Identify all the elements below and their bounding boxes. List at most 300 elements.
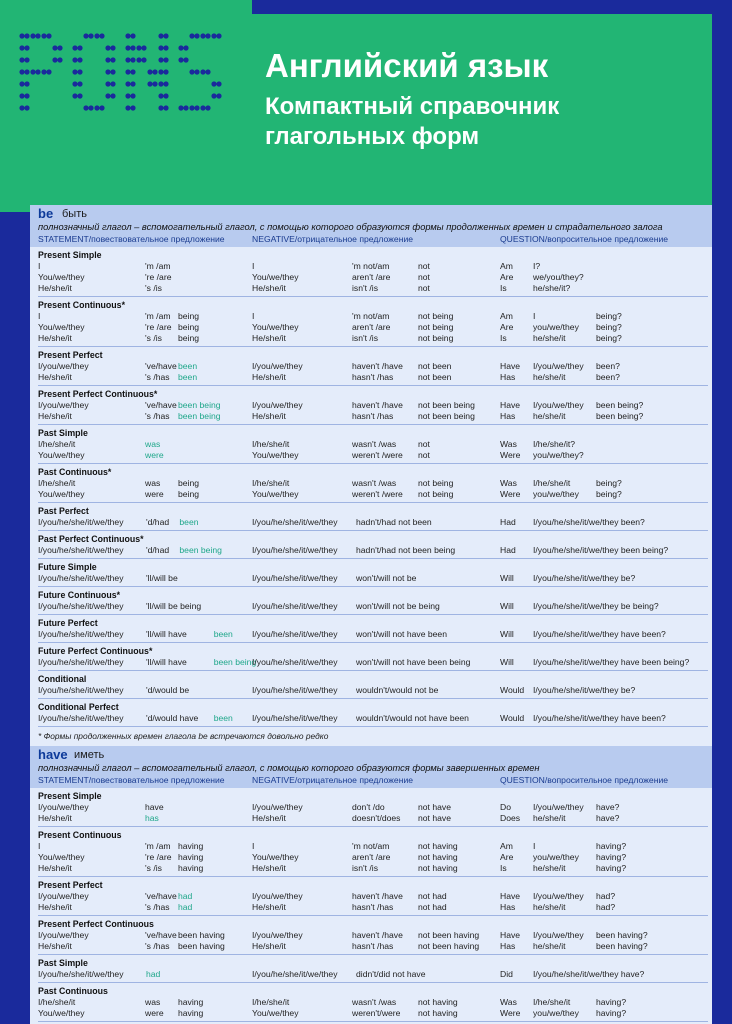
cell-q-subject: I [533, 841, 536, 851]
cell-neg-subject: You/we/they [252, 322, 299, 332]
cell-q-subject: I/you/we/they [533, 802, 584, 812]
logo-dot [158, 81, 163, 86]
cell-q-aux: Have [500, 400, 521, 410]
cell-neg-tail: not being [418, 478, 454, 488]
cell-aux: 'll/will be being [146, 601, 202, 611]
logo-dot [136, 45, 141, 50]
cell-q-tail: been? [596, 361, 620, 371]
cell-neg-subject: You/we/they [252, 1008, 299, 1018]
verb-reference-sheet [30, 205, 712, 1024]
logo-dot [147, 81, 152, 86]
tense-title: Past Continuous* [38, 467, 112, 477]
cell-q-aux: Am [500, 261, 513, 271]
cell-q-aux: Is [500, 333, 507, 343]
logo-dot [200, 69, 205, 74]
cell-q-aux: Am [500, 841, 513, 851]
logo-dot [141, 45, 146, 50]
cell-neg-aux: haven't /have [352, 891, 403, 901]
cell-q-aux: Is [500, 283, 507, 293]
cell-q-tail: having? [596, 1008, 627, 1018]
cell-q-tail: had? [596, 902, 616, 912]
cell-aux: 's /has [145, 941, 170, 951]
logo-dot [105, 45, 110, 50]
cell-neg-tail: not being [418, 489, 454, 499]
cell-verb-form: been having [178, 930, 225, 940]
logo-dot [211, 93, 216, 98]
column-header-question: QUESTION/вопросительное предложение [500, 234, 669, 244]
row-divider [38, 670, 708, 671]
cell-q-subject: he/she/it [533, 863, 566, 873]
cell-subject: I/he/she/it [38, 997, 76, 1007]
cell-q-text: I/you/he/she/it/we/they be? [533, 685, 636, 695]
logo-dot [125, 45, 130, 50]
cell-subject: I/you/he/she/it/we/they [38, 545, 124, 555]
cell-neg-aux: 'm not/am [352, 311, 390, 321]
cell-aux: 's /is [145, 333, 162, 343]
column-header-statement: STATEMENT/повествовательное предложение [38, 775, 225, 785]
cell-subject: You/we/they [38, 450, 85, 460]
logo-dot [216, 33, 221, 38]
tense-title: Past Continuous [38, 986, 108, 996]
cell-q-subject: he/she/it [533, 372, 566, 382]
column-header-statement: STATEMENT/повествовательное предложение [38, 234, 225, 244]
cell-neg-subject: I/you/he/she/it/we/they [252, 713, 338, 723]
cell-verb-form: being [178, 322, 200, 332]
cell-neg-tail: not having [418, 841, 458, 851]
cell-q-aux: Are [500, 272, 514, 282]
logo-dot [110, 93, 115, 98]
cell-neg-tail: not had [418, 891, 447, 901]
column-header-negative: NEGATIVE/отрицательное предложение [252, 234, 414, 244]
logo-dot [130, 93, 135, 98]
cell-aux: 've/have [145, 400, 177, 410]
logo-dot [183, 57, 188, 62]
logo-dot [110, 57, 115, 62]
logo-dot [99, 105, 104, 110]
cell-aux: 's /has [145, 372, 170, 382]
logo-dot [183, 105, 188, 110]
row-divider [38, 982, 708, 983]
cell-neg-subject: You/we/they [252, 852, 299, 862]
cell-aux: was [145, 997, 161, 1007]
cell-aux: 've/have [145, 930, 177, 940]
cell-verb-form: had [178, 902, 193, 912]
cell-verb-form: been [178, 372, 198, 382]
logo-dot [19, 45, 24, 50]
cell-q-aux: Is [500, 863, 507, 873]
cell-q-aux: Was [500, 478, 517, 488]
logo-dot [183, 45, 188, 50]
logo-dot [152, 81, 157, 86]
row-divider [38, 876, 708, 877]
logo-dot [130, 81, 135, 86]
row-divider [38, 424, 708, 425]
logo-dot [72, 81, 77, 86]
cell-subject: I/he/she/it [38, 478, 76, 488]
cell-q-aux: Has [500, 902, 516, 912]
logo-dot [19, 81, 24, 86]
cell-neg-subject: I [252, 261, 255, 271]
logo-dot [57, 57, 62, 62]
cell-neg-subject: I/you/he/she/it/we/they [252, 969, 338, 979]
cell-q-tail: being? [596, 478, 622, 488]
cell-q-text: I/you/he/she/it/we/they been? [533, 517, 645, 527]
cell-neg-aux: haven't /have [352, 400, 403, 410]
cell-subject: I/you/he/she/it/we/they [38, 657, 124, 667]
logo-dot [72, 45, 77, 50]
cell-aux: 'll/will be [146, 573, 178, 583]
cell-q-aux: Does [500, 813, 521, 823]
cell-neg-tail: not having [418, 863, 458, 873]
cell-verb-form: having [178, 852, 204, 862]
logo-dot [99, 33, 104, 38]
tense-title: Future Simple [38, 562, 97, 572]
cell-aux: 're /are [145, 322, 172, 332]
cell-q-text: I/you/he/she/it/we/they have been? [533, 629, 666, 639]
logo-dot [83, 105, 88, 110]
logo-dot [125, 69, 130, 74]
logo-dot [194, 105, 199, 110]
cell-subject: I/you/we/they [38, 361, 89, 371]
cell-aux: 're /are [145, 852, 172, 862]
cell-neg-tail: not been having [418, 941, 480, 951]
cell-subject: I/he/she/it [38, 439, 76, 449]
cell-q-text: I/you/he/she/it/we/they have? [533, 969, 645, 979]
cell-neg-subject: I/you/he/she/it/we/they [252, 629, 338, 639]
logo-dot [105, 57, 110, 62]
tense-title: Future Perfect Continuous* [38, 646, 153, 656]
logo-dot [216, 93, 221, 98]
row-divider [38, 826, 708, 827]
cell-aux: 'd/would be [146, 685, 190, 695]
logo-dot [163, 105, 168, 110]
logo-dot [163, 33, 168, 38]
cell-neg-subject: I/you/he/she/it/we/they [252, 601, 338, 611]
logo-dot [205, 105, 210, 110]
cell-q-subject: I/you/we/they [533, 400, 584, 410]
logo-dot [125, 81, 130, 86]
cell-verb-form: 'm /am [145, 261, 171, 271]
cell-q-tail: have? [596, 813, 620, 823]
cell-subject: You/we/they [38, 852, 85, 862]
row-divider [38, 954, 708, 955]
cell-aux: 've/have [145, 891, 177, 901]
cell-neg-subject: He/she/it [252, 863, 286, 873]
cell-q-text: I/you/he/she/it/we/they have been being? [533, 657, 690, 667]
tense-title: Past Simple [38, 428, 88, 438]
logo-dot [130, 57, 135, 62]
cell-q-subject: you/we/they? [533, 450, 584, 460]
cell-q-subject: he/she/it [533, 941, 566, 951]
logo-dot [178, 105, 183, 110]
cell-q-aux: Am [500, 311, 513, 321]
row-divider [38, 915, 708, 916]
cell-q-subject: I? [533, 261, 541, 271]
column-header-question: QUESTION/вопросительное предложение [500, 775, 669, 785]
cell-neg-subject: I/you/he/she/it/we/they [252, 657, 338, 667]
cell-q-subject: you/we/they [533, 852, 579, 862]
logo-dot [41, 69, 46, 74]
cell-neg-tail: won't/will not have been [356, 629, 447, 639]
cell-neg-subject: He/she/it [252, 813, 286, 823]
logo-dot [24, 81, 29, 86]
cell-q-aux: Have [500, 361, 521, 371]
logo-dot [24, 93, 29, 98]
row-divider [38, 463, 708, 464]
cell-q-tail: being? [596, 322, 622, 332]
cell-subject: I/you/he/she/it/we/they [38, 517, 124, 527]
row-divider [38, 558, 708, 559]
cell-subject: I/you/he/she/it/we/they [38, 685, 124, 695]
cell-neg-tail: not [418, 439, 430, 449]
logo-dot [158, 57, 163, 62]
cell-neg-tail: not had [418, 902, 447, 912]
cell-neg-tail: not [418, 272, 430, 282]
cell-neg-subject: You/we/they [252, 489, 299, 499]
cell-q-aux: Do [500, 802, 511, 812]
row-divider [38, 586, 708, 587]
cell-neg-tail: won't/will not be [356, 573, 417, 583]
cell-neg-tail: not [418, 450, 430, 460]
cell-q-text: I/you/he/she/it/we/they be being? [533, 601, 659, 611]
logo-dot [24, 45, 29, 50]
cell-verb-form: having [178, 1008, 204, 1018]
logo-dot [24, 33, 29, 38]
cell-subject: I/you/he/she/it/we/they [38, 713, 124, 723]
cell-subject: I/you/he/she/it/we/they [38, 969, 124, 979]
cell-verb-form: been [178, 361, 198, 371]
logo-dot [194, 69, 199, 74]
cell-q-tail: being? [596, 333, 622, 343]
cell-q-subject: you/we/they [533, 1008, 579, 1018]
logo-dot [178, 57, 183, 62]
cell-neg-aux: hasn't /has [352, 902, 394, 912]
logo-dot [19, 69, 24, 74]
cell-subject: I/you/we/they [38, 802, 89, 812]
logo-dot [24, 105, 29, 110]
cell-q-tail: having? [596, 863, 627, 873]
cell-subject: I/you/we/they [38, 891, 89, 901]
logo-dot [125, 33, 130, 38]
logo-dot [147, 69, 152, 74]
logo-dot [19, 105, 24, 110]
cell-q-text: I/you/he/she/it/we/they be? [533, 573, 636, 583]
cell-neg-tail: not been being [418, 411, 475, 421]
logo-dot [77, 57, 82, 62]
logo-dot [24, 69, 29, 74]
cell-verb-form: has [145, 813, 159, 823]
cell-verb-form: having [178, 997, 204, 1007]
cell-neg-subject: I [252, 311, 255, 321]
subtitle-line-1: Компактный справочник [265, 93, 560, 120]
have-translation: иметь [74, 749, 105, 761]
logo-dot [178, 45, 183, 50]
row-divider [38, 502, 708, 503]
logo-dot [57, 45, 62, 50]
cell-verb-form: been being [178, 411, 221, 421]
cell-subject: He/she/it [38, 941, 72, 951]
cell-q-aux: Would [500, 685, 525, 695]
logo-dot [163, 69, 168, 74]
logo-dot [94, 105, 99, 110]
cell-q-subject: I [533, 311, 536, 321]
cell-neg-aux: doesn't/does [352, 813, 401, 823]
logo-dot [163, 57, 168, 62]
cell-aux: 'm /am [145, 841, 171, 851]
cell-verb-form: being [178, 489, 200, 499]
be-translation: быть [62, 208, 87, 220]
cell-q-aux: Has [500, 411, 516, 421]
cell-neg-subject: He/she/it [252, 411, 286, 421]
cell-verb-form: were [145, 450, 164, 460]
cell-q-aux: Would [500, 713, 525, 723]
logo-dot [158, 105, 163, 110]
cell-neg-tail: not having [418, 997, 458, 1007]
cell-verb-form: been being [179, 545, 222, 555]
cell-neg-subject: I/he/she/it [252, 478, 290, 488]
logo-dot [136, 57, 141, 62]
logo-dot [189, 33, 194, 38]
cell-neg-subject: I/you/he/she/it/we/they [252, 573, 338, 583]
cell-neg-tail: not being [418, 311, 454, 321]
cell-neg-subject: I/you/we/they [252, 400, 303, 410]
cell-neg-aux: 'm not/am [352, 841, 390, 851]
cell-neg-aux: haven't /have [352, 361, 403, 371]
cell-aux: 'm /am [145, 311, 171, 321]
cell-q-tail: been having? [596, 941, 648, 951]
logo-dot [52, 57, 57, 62]
cell-subject: He/she/it [38, 283, 72, 293]
logo-dot [24, 57, 29, 62]
logo-dot [72, 93, 77, 98]
cell-neg-tail: not have [418, 813, 451, 823]
cell-neg-tail: not [418, 261, 430, 271]
cell-subject: He/she/it [38, 902, 72, 912]
cell-q-subject: we/you/they? [533, 272, 584, 282]
cell-verb-form: been [213, 713, 233, 723]
cell-subject: He/she/it [38, 813, 72, 823]
logo-dot [163, 45, 168, 50]
cell-q-subject: I/you/we/they [533, 930, 584, 940]
cell-aux: 'd/had [146, 517, 170, 527]
cell-q-aux: Was [500, 439, 517, 449]
logo-dot [205, 69, 210, 74]
cell-neg-subject: I/he/she/it [252, 439, 290, 449]
cell-verb-form: being [178, 478, 200, 488]
cell-neg-tail: didn't/did not have [356, 969, 426, 979]
row-divider [38, 698, 708, 699]
cell-subject: You/we/they [38, 322, 85, 332]
cell-subject: He/she/it [38, 863, 72, 873]
cell-q-tail: have? [596, 802, 620, 812]
logo-dot [200, 33, 205, 38]
cell-subject: I/you/he/she/it/we/they [38, 601, 124, 611]
cell-verb-form: been [179, 517, 199, 527]
logo-dot [158, 45, 163, 50]
cell-q-aux: Has [500, 941, 516, 951]
cell-neg-subject: I/you/we/they [252, 361, 303, 371]
cell-q-aux: Were [500, 450, 521, 460]
cell-q-tail: been being? [596, 411, 644, 421]
cell-q-subject: he/she/it [533, 333, 566, 343]
cell-neg-aux: haven't /have [352, 930, 403, 940]
logo-dot [77, 69, 82, 74]
cell-subject: He/she/it [38, 411, 72, 421]
cell-neg-aux: wasn't /was [352, 439, 397, 449]
cell-verb-form: was [145, 439, 161, 449]
cell-neg-tail: wouldn't/would not have been [356, 713, 469, 723]
cell-neg-tail: not [418, 283, 430, 293]
cell-neg-aux: isn't /is [352, 283, 378, 293]
cell-subject: I [38, 261, 41, 271]
cell-neg-subject: He/she/it [252, 941, 286, 951]
cell-q-aux: Were [500, 1008, 521, 1018]
cell-subject: You/we/they [38, 489, 85, 499]
cell-q-aux: Will [500, 601, 514, 611]
cell-neg-aux: hasn't /has [352, 372, 394, 382]
cell-subject: I/you/he/she/it/we/they [38, 629, 124, 639]
cell-neg-aux: isn't /is [352, 333, 378, 343]
cell-q-subject: I/he/she/it [533, 997, 571, 1007]
tense-title: Past Perfect Continuous* [38, 534, 144, 544]
logo-dot [163, 81, 168, 86]
row-divider [38, 385, 708, 386]
logo-dot [83, 33, 88, 38]
cell-q-aux: Had [500, 517, 516, 527]
cell-q-text: I/you/he/she/it/we/they have been? [533, 713, 666, 723]
cell-aux: 'd/would have [146, 713, 199, 723]
cell-q-subject: he/she/it? [533, 283, 571, 293]
cell-verb-form: 're /are [145, 272, 172, 282]
tense-title: Present Perfect [38, 350, 103, 360]
logo-dot [77, 81, 82, 86]
logo-dot [189, 105, 194, 110]
cell-subject: You/we/they [38, 1008, 85, 1018]
cell-aux: were [145, 489, 164, 499]
have-verb: have [38, 747, 68, 762]
right-blue-band [712, 14, 732, 1024]
cell-verb-form: been having [178, 941, 225, 951]
cell-q-subject: he/she/it [533, 813, 566, 823]
row-divider [38, 614, 708, 615]
tense-title: Future Continuous* [38, 590, 121, 600]
logo-dot [19, 33, 24, 38]
row-divider [38, 642, 708, 643]
logo-dot [72, 69, 77, 74]
cell-q-aux: Has [500, 372, 516, 382]
cell-neg-tail: not being [418, 333, 454, 343]
logo-dot [130, 69, 135, 74]
cell-verb-form: have [145, 802, 164, 812]
logo-dot [130, 105, 135, 110]
subtitle-line-2: глагольных форм [265, 123, 480, 150]
cell-aux: 's /has [145, 902, 170, 912]
cell-verb-form: being [178, 333, 200, 343]
row-divider [38, 296, 708, 297]
logo-dot [200, 105, 205, 110]
cell-neg-tail: not having [418, 852, 458, 862]
cell-verb-form: had [178, 891, 193, 901]
row-divider [38, 726, 708, 727]
logo-dot [110, 81, 115, 86]
logo-dot [158, 33, 163, 38]
cell-q-tail: been? [596, 372, 620, 382]
row-divider [38, 1021, 708, 1022]
cell-neg-subject: He/she/it [252, 372, 286, 382]
cell-verb-form: been [213, 629, 233, 639]
cell-neg-aux: aren't /are [352, 852, 391, 862]
cell-neg-subject: I/you/we/they [252, 930, 303, 940]
